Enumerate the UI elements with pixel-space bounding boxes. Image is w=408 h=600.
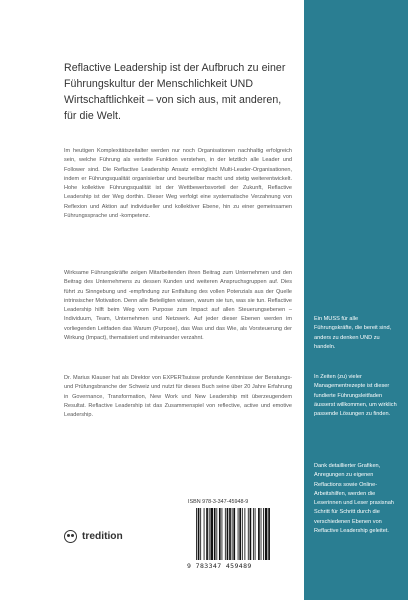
paragraph-purpose: Wirksame Führungskräfte zeigen Mitarbeitenden ihren Beitrag zum Unternehmen und den Beitrag des Unternehmens zu dessen Kunden und weiteren Anspruchsgruppen auf. Dies führt zu Sinngebung und -empfindung zur Entfaltung des vollen Potenzials aus der Quelle intrinsischer Motivation. Denn alle Beteiligten wissen, warum sie tun, was sie tun. Reflactive Leadership hilft beim Weg vom Purpose zum Impact auf allen Steuerungsebenen – Individuum, Team, Unternehmen und Netzwerk. Auf jeder dieser Ebenen werden im vorliegenden Leitfaden das Warum (Purpose), das Was und das Wie, als Vorsteuerung der Wirkung (Impact), thematisiert und miteinander verzahnt. [64, 270, 292, 342]
paragraph-intro: Im heutigen Komplexitätszeitalter werden nur noch Organisationen nachhaltig erfolgreich sein, welche Führung als verteilte Funktion verstehen, in der letztlich alle Leader und Follower sind. Die Reflactive Leadership Ansatz ermöglicht Multi-Leader-Organisationen, indem er Führungsqualität organisierbar und beurteilbar macht und stetig weiterentwickelt. Hohe kollektive Führungsqualität ist der Wettbewerbsvorteil der Zukunft, Reflactive Leadership ist der Weg dorthin. Dieser Weg verfolgt eine systematische Verzahnung von Reflexion und Aktion auf individueller und kollektiver Ebene, hin zu einer gemeinsamen Führungssprache und -kompetenz. [64, 148, 292, 220]
sidebar-text-1: Ein MUSS für alle Führungskräfte, die bereit sind, anders zu denken UND zu handeln. [314, 316, 392, 350]
headline: Reflactive Leadership ist der Aufbruch zu einer Führungskultur der Menschlichkeit UND Wirtschaftlichkeit – von sich aus, mit anderen, für die Welt. [64, 62, 286, 122]
barcode-bars [196, 508, 292, 560]
publisher-name: tredition [82, 530, 123, 542]
isbn-label: ISBN 978-3-347-45948-9 [188, 499, 249, 505]
sidebar-text-2: In Zeiten (zu) vieler Managementrezepte ist dieser fundierte Führungsleitfaden äusserst willkommen, um wirklich passende Lösungen zu finden. [314, 374, 397, 418]
tredition-logo-icon [64, 530, 77, 543]
barcode-digits: 9 783347 459489 [187, 562, 252, 570]
paragraph-author: Dr. Marius Klauser hat als Direktor von EXPERTsuisse profunde Kenntnisse der Beratungs- und Prüfungsbranche der Schweiz und nutzt für dieses Buch seine über 20 Jahre Erfahrung in Governance, Transformation, New Work und New Leadership mit überzeugendem Resultat. Reflactive Leadership ist das Zusammenspiel von reflective, active und emotive Leadership. [64, 375, 292, 419]
sidebar-text-3: Dank detaillierter Grafiken, Anregungen zu eigenen Reflactions sowie Online-Arbeitshilfen, werden die Leserinnen und Leser praxisnah Schritt für Schritt durch die verschiedenen Ebenen von Reflactive Leadership geleitet. [314, 463, 394, 535]
barcode [186, 508, 296, 570]
publisher-logo [64, 527, 123, 545]
